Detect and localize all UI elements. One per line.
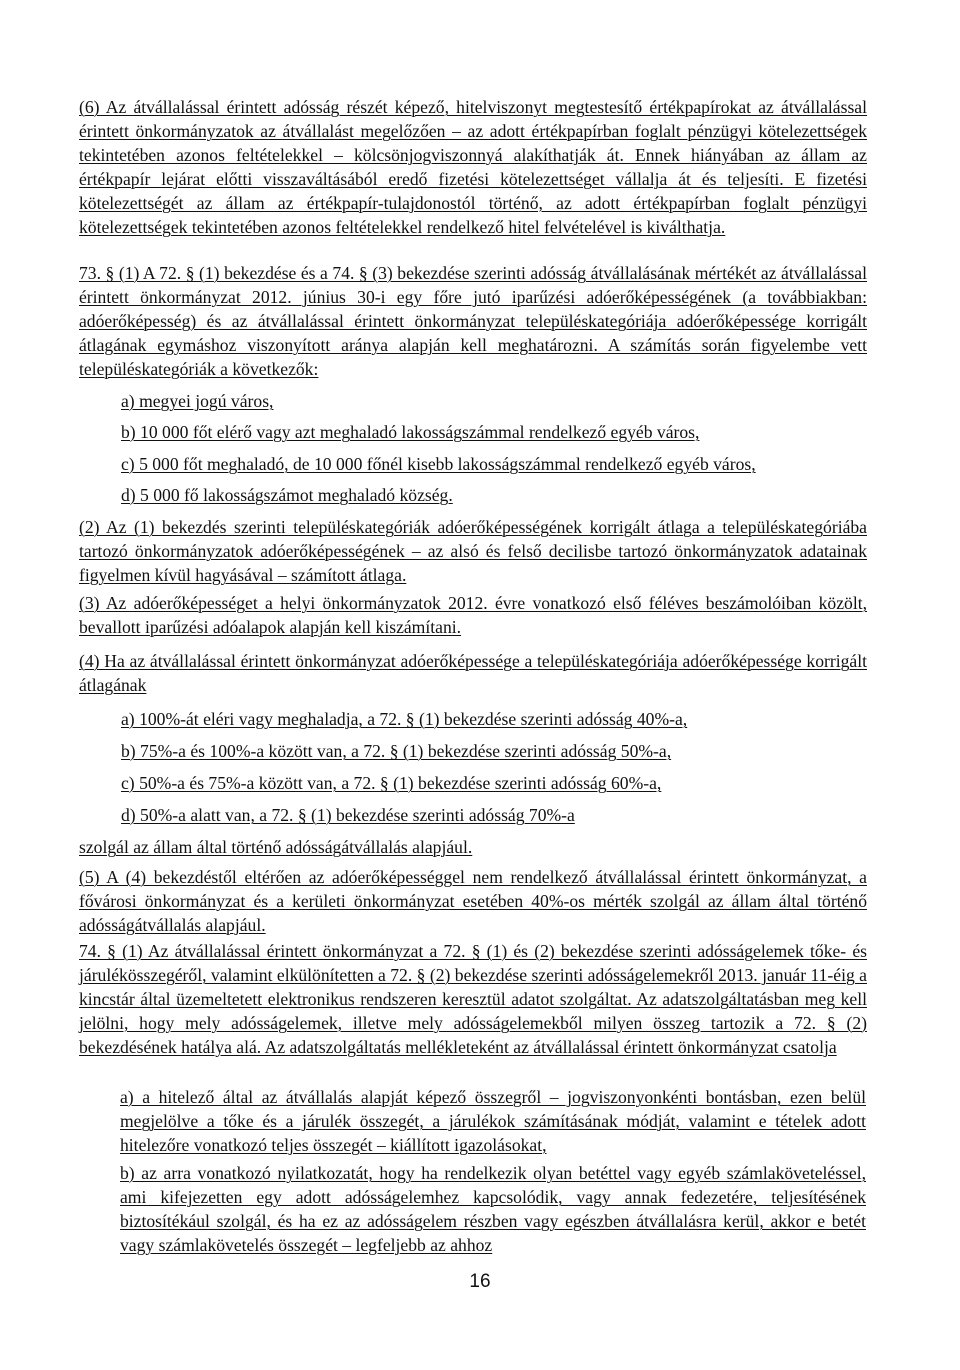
- list-item-a: a) megyei jogú város,: [121, 391, 274, 411]
- list-item-4d: d) 50%-a alatt van, a 72. § (1) bekezdése szerinti adósság 70%-a: [121, 805, 575, 825]
- list-item-4a: a) 100%-át eléri vagy meghaladja, a 72. § (1) bekezdése szerinti adósság 40%-a,: [121, 709, 688, 729]
- section-74-1: 74. § (1) Az átvállalással érintett önkormányzat a 72. § (1) és (2) bekezdése szerinti adósságelemek tőke- és járulékösszegéről, valamint elkülönítetten a 72. § (2) bekezdése szerinti adósságelemekről 2013. január 11-éig a kincstár által üzemeltetett elektronikus rendszeren keresztül adatot szolgáltat. Az adatszolgáltatásban meg kell jelölni, hogy mely adósságelemek, illetve mely adósságelemekből milyen összeg tartozik a 72. § (2) bekezdésének hatálya alá. Az adatszolgáltatás mellékleteként az átvállalással érintett önkormányzat csatolja: [79, 941, 867, 1057]
- section-73-1: 73. § (1) A 72. § (1) bekezdése és a 74. § (3) bekezdése szerinti adósság átvállalásának mértékét az átvállalással érintett önkormányzat 2012. június 30-i egy főre jutó iparűzési adóerőképességének (a továbbiakban: adóerőképesség) és az átvállalással érintett önkormányzat településkategóriája adóerőképessége korrigált átlagának egymáshoz viszonyított aránya alapján kell meghatározni. A számítás során figyelembe vett településkategóriák a következők:: [79, 263, 867, 379]
- list-item-74b: b) az arra vonatkozó nyilatkozatát, hogy ha rendelkezik olyan betéttel vagy egyéb számlaköveteléssel, ami kifejezetten egy adott adósságelemhez kapcsolódik, vagy annak fedezetére, teljesítésének biztosítékául szolgál, és ha ez az adósságelem részben vagy egészben átvállalásra kerül, akkor e betét vagy számlakövetelés összegét – legfeljebb az ahhoz: [120, 1163, 866, 1255]
- paragraph-73-5: (5) A (4) bekezdéstől eltérően az adóerőképességgel nem rendelkező átvállalással érintett önkormányzat, a fővárosi önkormányzat és a kerületi önkormányzat esetében 40%-os mérték szolgál az állam által történő adósságátvállalás alapjául.: [79, 867, 867, 935]
- list-item-4b: b) 75%-a és 100%-a között van, a 72. § (1) bekezdése szerinti adósság 50%-a,: [121, 741, 672, 761]
- list-item-c: c) 5 000 főt meghaladó, de 10 000 főnél kisebb lakosságszámmal rendelkező egyéb város,: [121, 454, 756, 474]
- paragraph-73-3: (3) Az adóerőképességet a helyi önkormányzatok 2012. évre vonatkozó első féléves beszámolóiban közölt, bevallott iparűzési adóalapok alapján kell kiszámítani.: [79, 593, 867, 637]
- paragraph-6: (6) Az átvállalással érintett adósság részét képező, hitelviszonyt megtestesítő értékpapírokat az átvállalással érintett önkormányzatok az átvállalást megelőzően – az adott értékpapírban foglalt pénzügyi kötelezettségek tekintetében azonos feltételekkel – kölcsönjogviszonnyá alakíthatják át. Ennek hiányában az állam az értékpapír lejárat előtti visszaváltásából eredő fizetési kötelezettséget vállalja át és teljesíti. E fizetési kötelezettségét az állam az értékpapír-tulajdonostól történő, az adott értékpapírban foglalt pénzügyi kötelezettségek tekintetében azonos feltételekkel rendelkező hitel felvételével is kiválthatja.: [79, 97, 867, 237]
- paragraph-73-4-closing: szolgál az állam által történő adósságátvállalás alapjául.: [79, 837, 473, 857]
- list-item-d: d) 5 000 fő lakosságszámot meghaladó község.: [121, 485, 453, 505]
- list-item-b: b) 10 000 főt elérő vagy azt meghaladó lakosságszámmal rendelkező egyéb város,: [121, 422, 700, 442]
- list-item-74a: a) a hitelező által az átvállalás alapját képező összegről – jogviszonyonkénti bontásban, ezen belül megjelölve a tőke és a járulék összegét, a járulékok számításának módját, valamint e tételek adott hitelezőre vonatkozó teljes összegét – kiállított igazolásokat,: [120, 1087, 866, 1155]
- page-number: 16: [469, 1271, 491, 1292]
- paragraph-73-4: (4) Ha az átvállalással érintett önkormányzat adóerőképessége a településkategóriája adóerőképessége korrigált átlagának: [79, 651, 867, 695]
- paragraph-73-2: (2) Az (1) bekezdés szerinti településkategóriák adóerőképességének korrigált átlaga a településkategóriába tartozó önkormányzatok adóerőképességének – az alsó és felső decilisbe tartozó önkormányzatok adatainak figyelmen kívül hagyásával – számított átlaga.: [79, 517, 867, 585]
- list-item-4c: c) 50%-a és 75%-a között van, a 72. § (1) bekezdése szerinti adósság 60%-a,: [121, 773, 662, 793]
